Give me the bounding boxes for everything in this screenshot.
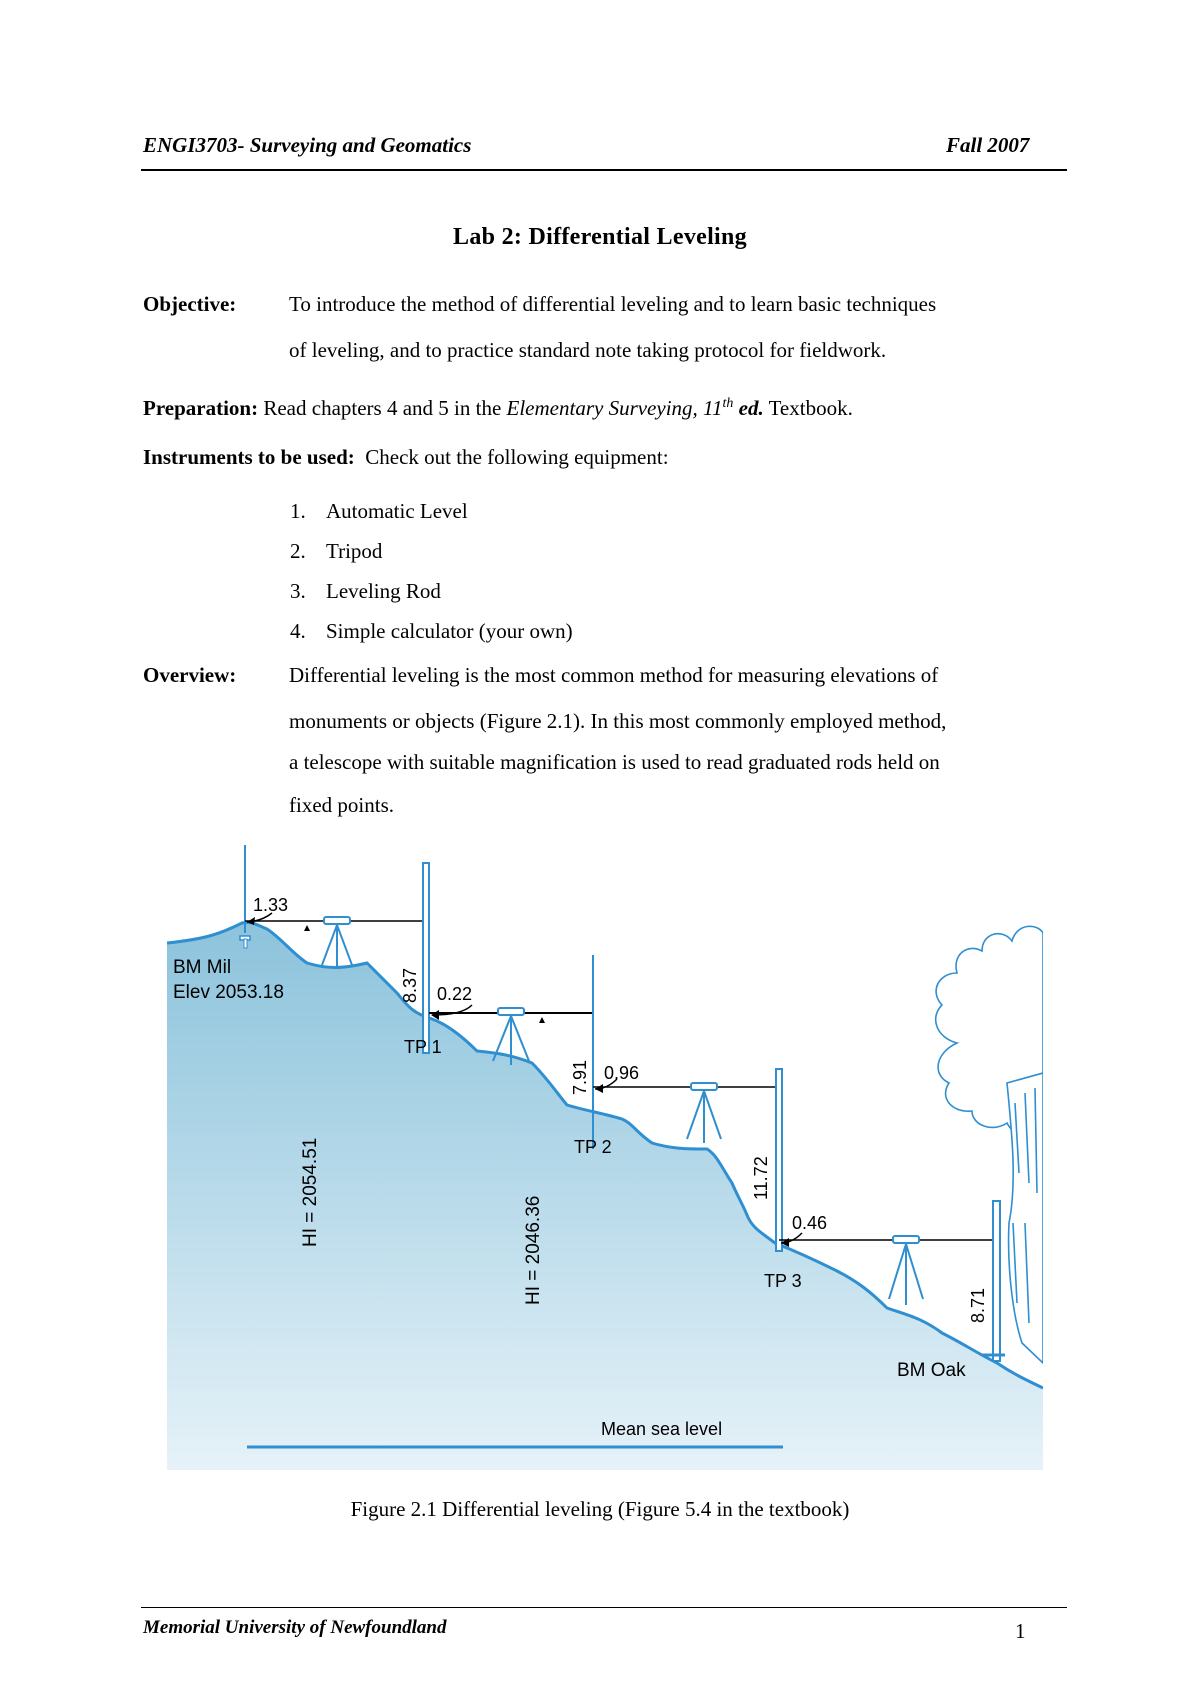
hi1-label: HI = 2054.51 (300, 1137, 321, 1247)
instruments-label: Instruments to be used: (143, 445, 355, 469)
list-item: Simple calculator (your own) (326, 619, 573, 643)
tree-icon (936, 926, 1043, 1363)
preparation-text-after: Textbook. (763, 396, 853, 420)
ground-profile (167, 922, 1043, 1470)
objective-line-1: To introduce the method of differential leveling and to learn basic techniques (289, 292, 937, 316)
instruments-text: Check out the following equipment: (354, 445, 669, 469)
overview-line-2: monuments or objects (Figure 2.1). In this most commonly employed method, (289, 709, 947, 733)
instruments-paragraph (143, 445, 669, 469)
overview-line-4: fixed points. (289, 793, 394, 817)
page-number: 1 (1015, 1619, 1026, 1643)
rod-4-foresight (993, 1201, 1000, 1361)
bs1-label: 1.33 (253, 895, 289, 915)
list-item: Leveling Rod (326, 579, 441, 603)
level-instrument-1 (322, 917, 352, 967)
preparation-paragraph (143, 392, 853, 420)
list-item-number: 4. (290, 619, 306, 643)
page-title: Lab 2: Differential Leveling (453, 224, 747, 250)
bm-oak-label: BM Oak (897, 1360, 966, 1381)
fs4-label: 8.71 (968, 1287, 988, 1323)
list-item: Automatic Level (326, 499, 468, 523)
preparation-text: Read chapters 4 and 5 in the (258, 396, 507, 420)
preparation-sup: th (722, 396, 734, 411)
rod-3-foresight (776, 1069, 782, 1251)
leveling-diagram (167, 843, 1043, 1470)
fs1-label: 8.37 (400, 967, 420, 1003)
datum-label: Mean sea level (601, 1419, 723, 1439)
footer-rule (141, 1607, 1067, 1608)
bs3-label: 0.96 (604, 1063, 640, 1083)
list-item-number: 1. (290, 499, 306, 523)
overview-label: Overview: (143, 663, 237, 687)
objective-line-2: of leveling, and to practice standard note taking protocol for fieldwork. (289, 338, 887, 362)
level-instrument-3 (687, 1083, 721, 1143)
preparation-edition: ed. (733, 396, 764, 420)
objective-label: Objective: (143, 292, 237, 316)
differential-leveling-figure (167, 843, 1043, 1470)
tp3-label: TP 3 (764, 1271, 802, 1291)
list-item-number: 2. (290, 539, 306, 563)
bs4-label: 0.46 (792, 1213, 828, 1233)
footer-institution: Memorial University of Newfoundland (143, 1617, 447, 1638)
header-course: ENGI3703- Surveying and Geomatics (143, 133, 472, 157)
tp2-label: TP 2 (574, 1137, 612, 1157)
overview-line-3: a telescope with suitable magnification is used to read graduated rods held on (289, 750, 940, 774)
header-rule (141, 169, 1067, 171)
list-item: Tripod (326, 539, 383, 563)
header-term: Fall 2007 (946, 133, 1030, 157)
bs2-label: 0.22 (437, 984, 473, 1004)
tp1-label: TP 1 (404, 1037, 442, 1057)
hi2-label: HI = 2046.36 (523, 1195, 544, 1305)
bm-mil-label: BM Mil (173, 957, 232, 978)
figure-caption: Figure 2.1 Differential leveling (Figure 5.4 in the textbook) (350, 1497, 850, 1521)
overview-line-1: Differential leveling is the most common method for measuring elevations of (289, 663, 939, 687)
rod-1-foresight (423, 863, 429, 1053)
preparation-label: Preparation: (143, 396, 259, 420)
level-instrument-4 (889, 1236, 923, 1305)
bm-mil-elev-label: Elev 2053.18 (173, 982, 284, 1003)
fs2-label: 7.91 (570, 1059, 590, 1095)
fs3-label: 11.72 (751, 1156, 771, 1200)
list-item-number: 3. (290, 579, 306, 603)
preparation-book: Elementary Surveying, 11 (506, 396, 723, 420)
